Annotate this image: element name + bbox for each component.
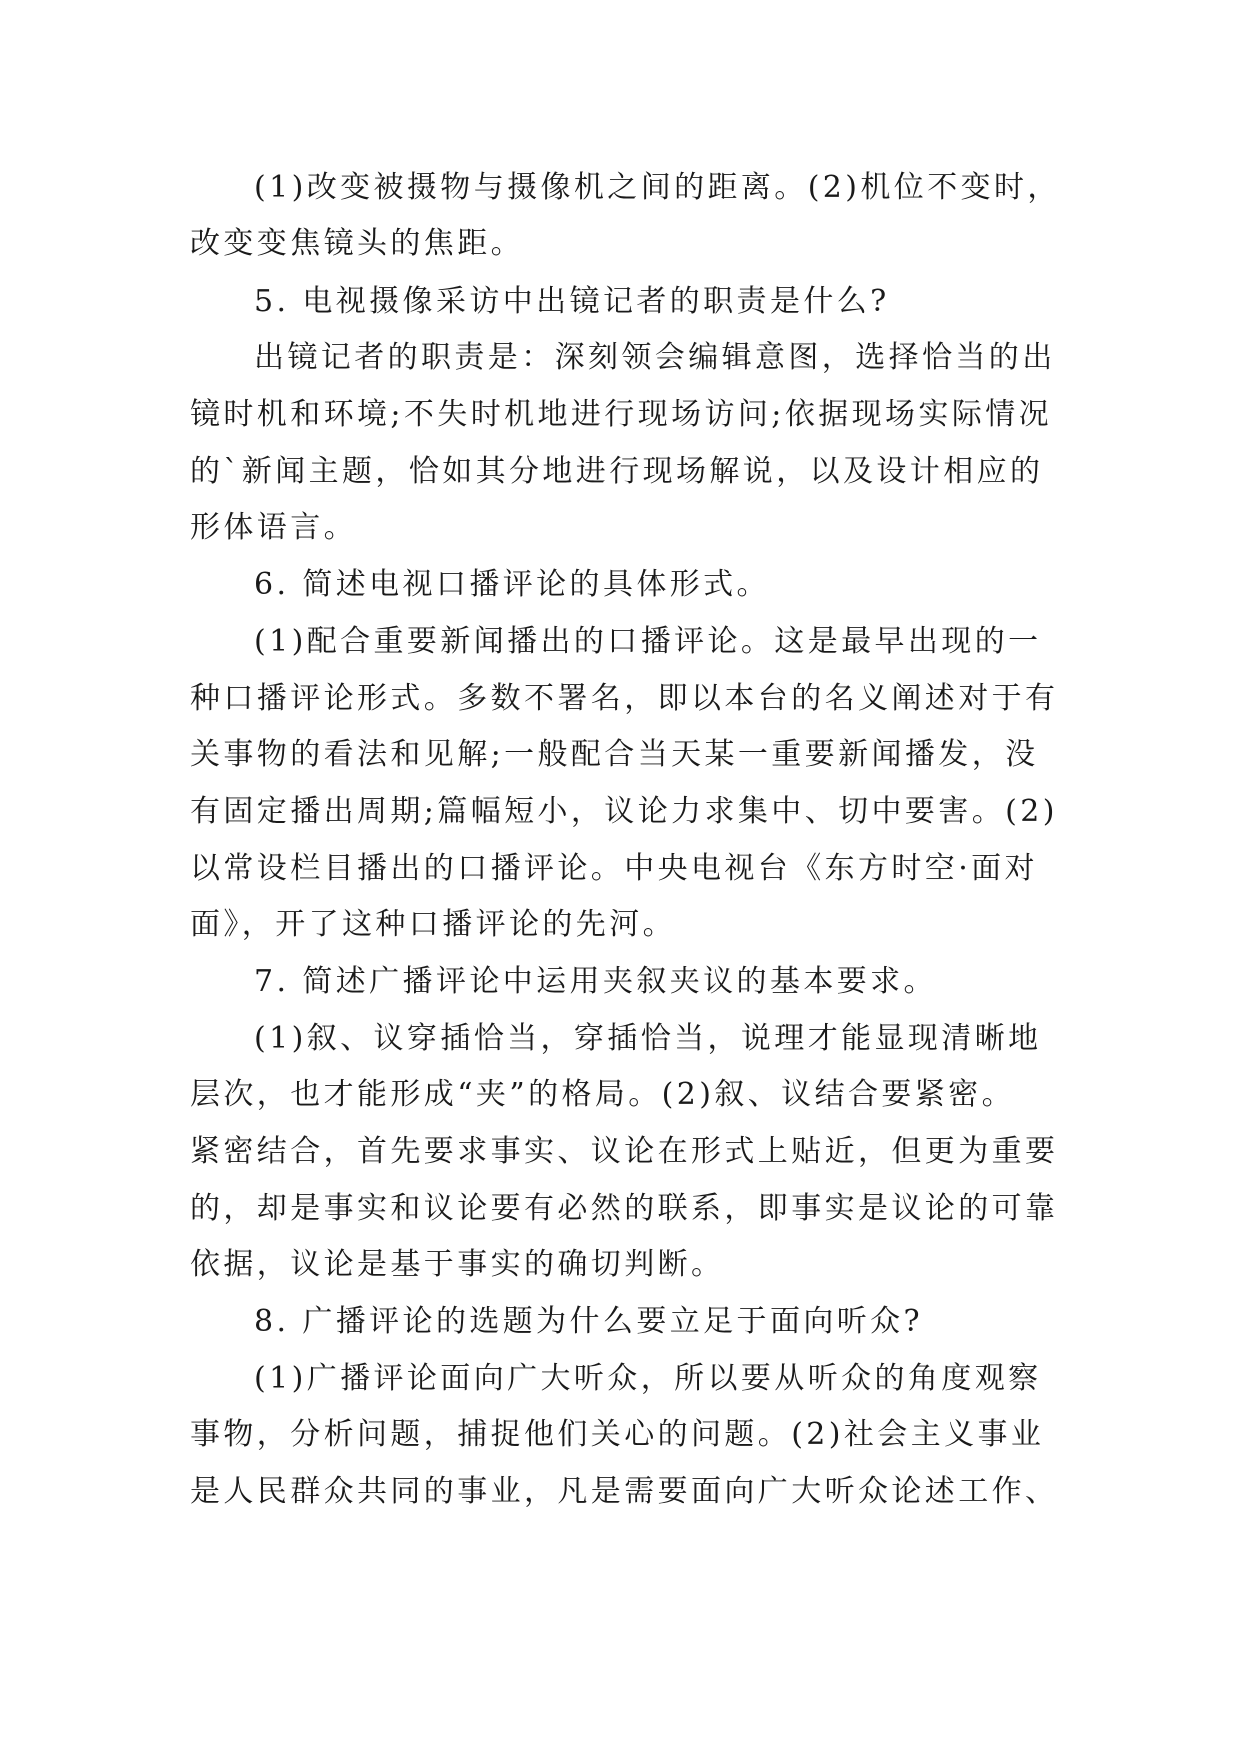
text-line: 种口播评论形式。多数不署名，即以本台的名义阐述对于有: [190, 681, 1059, 716]
text-line: 的`新闻主题，恰如其分地进行现场解说，以及设计相应的: [190, 454, 1044, 489]
text-line: 是人民群众共同的事业，凡是需要面向广大听众论述工作、: [190, 1474, 1059, 1509]
text-line: (1)改变被摄物与摄像机之间的距离。(2)机位不变时，: [254, 170, 1061, 205]
question-heading: 5. 电视摄像采访中出镜记者的职责是什么?: [254, 284, 890, 319]
text-line: 镜时机和环境;不失时机地进行现场访问;依据现场实际情况: [190, 397, 1053, 432]
text-line: (1)广播评论面向广大听众，所以要从听众的角度观察: [254, 1361, 1042, 1396]
text-line: 的，却是事实和议论要有必然的联系，即事实是议论的可靠: [190, 1191, 1059, 1226]
text-line: 关事物的看法和见解;一般配合当天某一重要新闻播发，没: [190, 737, 1039, 772]
question-heading: 8. 广播评论的选题为什么要立足于面向听众?: [254, 1304, 924, 1339]
text-line: 层次，也才能形成“夹”的格局。(2)叙、议结合要紧密。: [190, 1077, 1015, 1112]
text-line: 依据，议论是基于事实的确切判断。: [190, 1247, 725, 1282]
text-line: 面》，开了这种口播评论的先河。: [190, 907, 676, 942]
question-heading: 7. 简述广播评论中运用夹叙夹议的基本要求。: [254, 964, 937, 999]
text-line: 有固定播出周期;篇幅短小，议论力求集中、切中要害。(2): [190, 794, 1058, 829]
text-line: 改变变焦镜头的焦距。: [190, 226, 524, 261]
text-line: (1)配合重要新闻播出的口播评论。这是最早出现的一: [254, 624, 1042, 659]
text-line: 形体语言。: [190, 510, 357, 545]
text-line: 出镜记者的职责是：深刻领会编辑意图，选择恰当的出: [254, 340, 1056, 375]
text-line: 紧密结合，首先要求事实、议论在形式上贴近，但更为重要: [190, 1134, 1059, 1169]
text-line: 事物，分析问题，捕捉他们关心的问题。(2)社会主义事业: [190, 1417, 1045, 1452]
text-line: (1)叙、议穿插恰当，穿插恰当，说理才能显现清晰地: [254, 1021, 1042, 1056]
text-line: 以常设栏目播出的口播评论。中央电视台《东方时空·面对: [190, 851, 1038, 886]
question-heading: 6. 简述电视口播评论的具体形式。: [254, 567, 770, 602]
